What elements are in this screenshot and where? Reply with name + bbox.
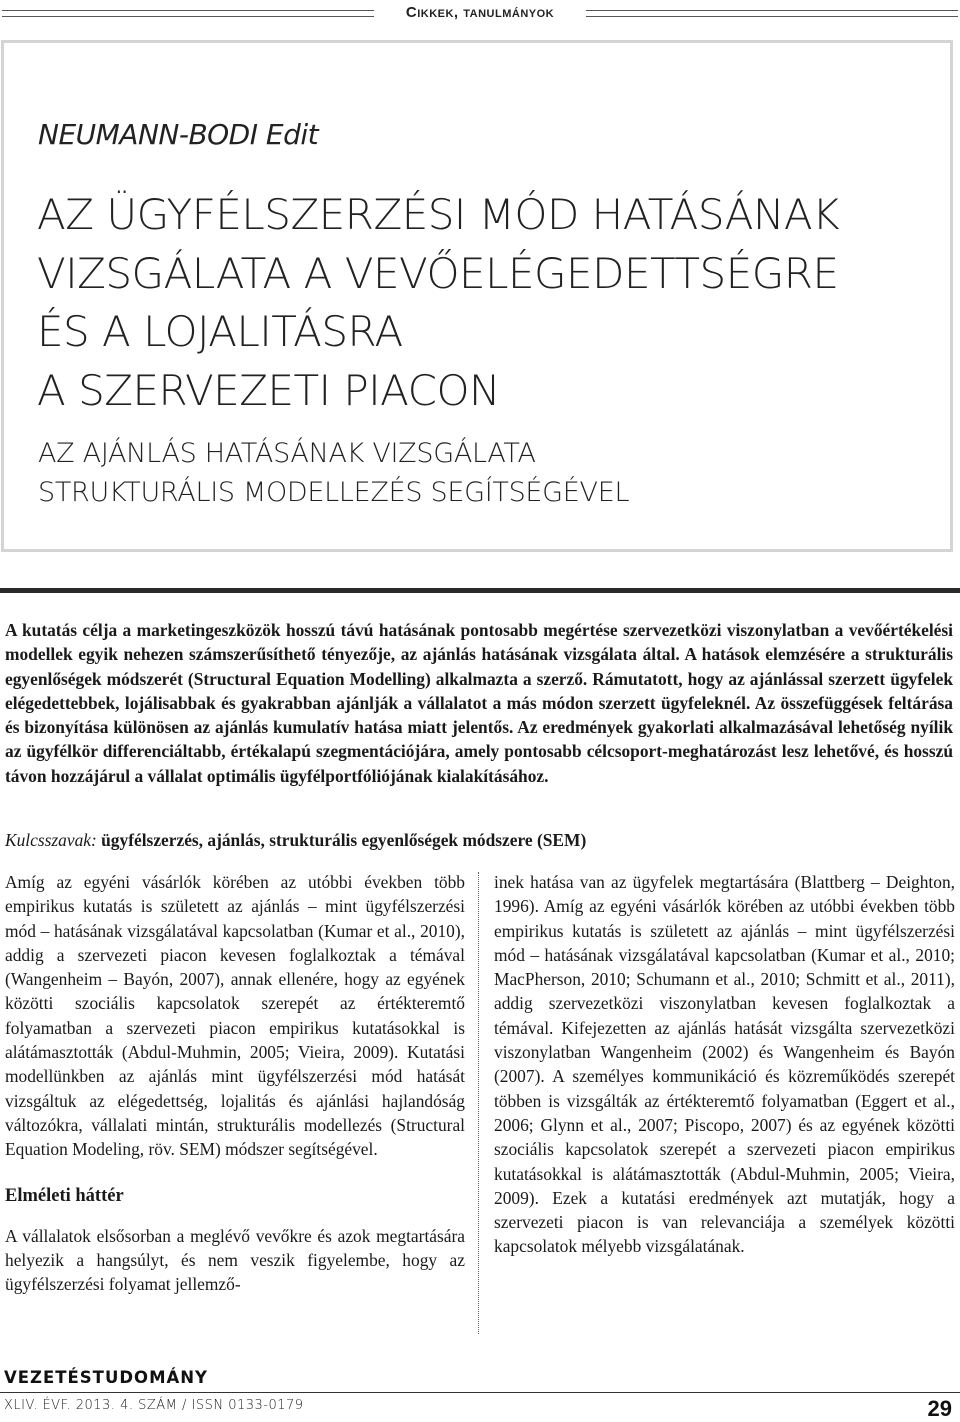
header-rule-right [586,10,958,17]
body-paragraph: Amíg az egyéni vásárlók körében az utóbbi években több empirikus kutatás is született az ajánlás – mint ügyfélszerzési mód – hatásának vizsgálatával kapcsolatban (Kumar et al., 2010), addig a szervezeti piacon kevesen foglalkoztak a témával (Wangenheim – Bayón, 2007), annak ellenére, hogy az egyének közötti szociális kapcsolatok szerepét az értékteremtő folyamatban a szervezeti piacon empirikus kutatásokkal is alátámasztották (Abdul-Muhmin, 2005; Vieira, 2009). Kutatási modellünkben az ajánlás mint ügyfélszerzési mód hatását vizsgáltuk az elégedettség, lojalitás és ajánlási hajlandóság változókra, vállalati mintán, strukturális modellezés (Structural Equation Modeling, röv. SEM) módszer segítségével. [5,872,465,1160]
subtitle-line: AZ AJÁNLÁS HATÁSÁNAK VIZSGÁLATA [38,438,536,469]
page-number: 29 [927,1396,952,1421]
title-line: VIZSGÁLATA A VEVŐELÉGEDETTSÉGRE [37,248,839,298]
article-subtitle [38,434,629,512]
footer-rule [0,1392,960,1393]
keywords-label: Kulcsszavak: [5,830,97,850]
section-header [2,4,958,22]
keywords [5,828,953,852]
title-line: A SZERVEZETI PIACON [37,365,500,415]
column-divider [478,872,479,1334]
section-label: Cikkek, tanulmányok [405,4,555,21]
abstract: A kutatás célja a marketingeszközök hosszú távú hatásának pontosabb megértése szervezetközi viszonylatban a vevőértékelési modellek egyik nehezen számszerűsíthető tényezője, az ajánlás hatásának vizsgálata által. A hatások elemzésére a strukturális egyenlőségek módszerét (Structural Equation Modelling) alkalmazta a szerző. Rámutatott, hogy az ajánlással szerzett ügyfelek elégedettebbek, lojálisabbak és gyakrabban ajánlják a vállalatot a más módon szerzett ügyfeleknél. Az összefüggések feltárása és bizonyítása különösen az ajánlás kumulatív hatása miatt jelentős. Az eredmények gyakorlati alkalmazásával lehetőség nyílik az ügyfélkör differenciáltabb, értékalapú szegmentációjára, amely pontosabb célcsoport-meghatározást lesz lehetővé, és hosszú távon hozzájárul a vállalat optimális ügyfélportfóliójának kialakításához. [5,620,953,786]
journal-name: VEZETÉSTUDOMÁNY [4,1368,209,1387]
body-column-left [5,870,465,1297]
abstract-divider [0,588,960,593]
issue-info: XLIV. ÉVF. 2013. 4. SZÁM / ISSN 0133-0179 [4,1398,304,1413]
article-title [37,186,839,420]
subtitle-line: STRUKTURÁLIS MODELLEZÉS SEGÍTSÉGÉVEL [38,477,630,508]
author-name: NEUMANN-BODI Edit [38,118,319,151]
header-rule-left [2,10,374,17]
body-paragraph: inek hatása van az ügyfelek megtartására (Blattberg – Deighton, 1996). Amíg az egyéni vásárlók körében az utóbbi években több empirikus kutatás is született az ajánlás – mint ügyfélszerzési mód – hatásának vizsgálatával kapcsolatban (Kumar et al., 2010; MacPherson, 2010; Schumann et al., 2010; Schmitt et al., 2011), addig szervezetközi viszonylatban kevesen foglalkoztak a témával. Kifejezetten az ajánlás hatását vizsgálta szervezetközi viszonylatban Wangenheim (2002) és Wangenheim és Bayón (2007). A személyes kommunikáció és közreműködés szerepét többen is vizsgálták az értékteremtő folyamatban (Eggert et al., 2006; Glynn et al., 2007; Piscopo, 2007) és az egyének közötti szociális kapcsolatok szerepét a szervezeti piacon empirikus kutatásokkal is alátámasztották (Abdul-Muhmin, 2005; Vieira, 2009). Ezek a kutatási eredmények azt mutatják, hogy a szervezeti piacon is van relevanciája a személyek közötti kapcsolatok mélyebb vizsgálatának. [494,872,955,1257]
body-column-right [494,870,955,1259]
body-paragraph: A vállalatok elsősorban a meglévő vevőkre és azok megtartására helyezik a hangsúlyt, és nem veszik figyelembe, hogy az ügyfélszerzési folyamat jellemző- [5,1225,465,1295]
section-heading: Elméleti háttér [5,1185,124,1206]
title-line: AZ ÜGYFÉLSZERZÉSI MÓD HATÁSÁNAK [37,190,840,239]
keywords-values: ügyfélszerzés, ajánlás, strukturális egyenlőségek módszere (SEM) [101,830,587,850]
title-line: ÉS A LOJALITÁSRA [37,307,403,356]
